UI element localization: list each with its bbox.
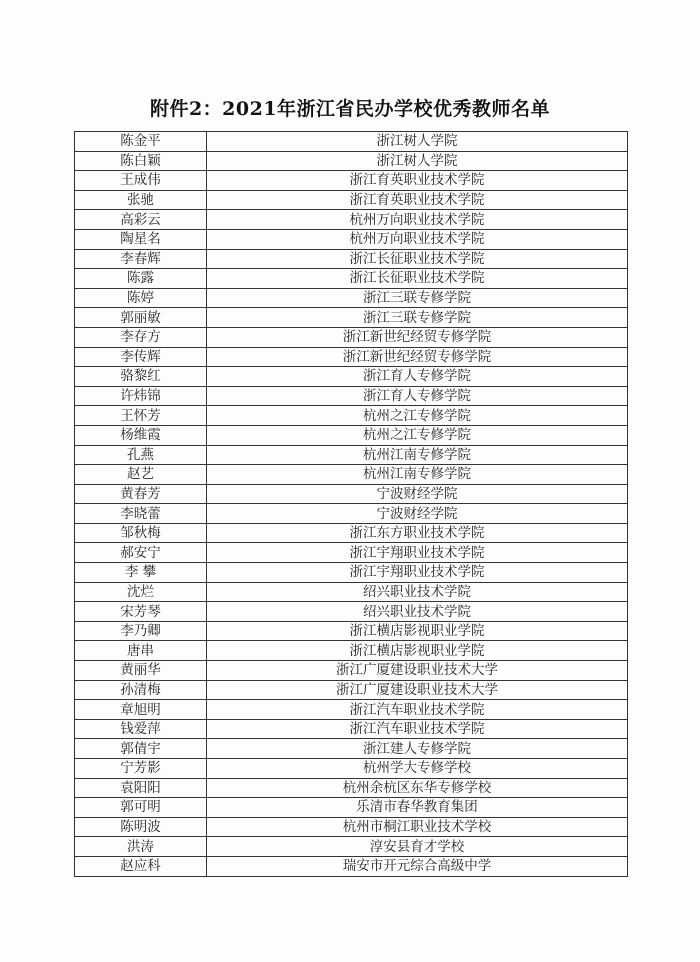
teacher-name-cell: 李 攀 (75, 563, 207, 583)
school-name-cell: 乐清市春华教育集团 (207, 798, 628, 818)
school-name-cell: 浙江树人学院 (207, 151, 628, 171)
school-name-cell: 宁波财经学院 (207, 484, 628, 504)
teacher-name-cell: 陈露 (75, 269, 207, 289)
teacher-name-cell: 李传辉 (75, 347, 207, 367)
school-name-cell: 杭州余杭区东华专修学校 (207, 778, 628, 798)
table-row (75, 856, 628, 876)
school-name-cell: 浙江新世纪经贸专修学院 (207, 347, 628, 367)
school-name-cell: 浙江宇翔职业技术学院 (207, 543, 628, 563)
teacher-name-cell: 王怀芳 (75, 406, 207, 426)
teacher-name-cell: 孙清梅 (75, 680, 207, 700)
teacher-name-cell: 郭可明 (75, 798, 207, 818)
table-row (75, 171, 628, 191)
teacher-name-cell: 沈烂 (75, 582, 207, 602)
teacher-name-cell: 陈明波 (75, 817, 207, 837)
teacher-name-cell: 郝安宁 (75, 543, 207, 563)
table-row (75, 523, 628, 543)
teacher-name-cell: 宋芳琴 (75, 602, 207, 622)
school-name-cell: 浙江广厦建设职业技术大学 (207, 680, 628, 700)
school-name-cell: 杭州学大专修学校 (207, 759, 628, 779)
teacher-name-cell: 张驰 (75, 190, 207, 210)
table-row (75, 406, 628, 426)
school-name-cell: 淳安县育才学校 (207, 837, 628, 857)
table-row (75, 759, 628, 779)
school-name-cell: 宁波财经学院 (207, 504, 628, 524)
school-name-cell: 杭州江南专修学院 (207, 465, 628, 485)
table-row (75, 465, 628, 485)
table-row (75, 661, 628, 681)
school-name-cell: 绍兴职业技术学院 (207, 582, 628, 602)
table-row (75, 190, 628, 210)
school-name-cell: 浙江横店影视职业学院 (207, 641, 628, 661)
teacher-name-cell: 洪涛 (75, 837, 207, 857)
document-title: 附件2：2021年浙江省民办学校优秀教师名单 (149, 98, 551, 120)
table-row (75, 621, 628, 641)
teacher-name-cell: 郭倩宇 (75, 739, 207, 759)
table-row (75, 543, 628, 563)
school-name-cell: 杭州之江专修学院 (207, 425, 628, 445)
teacher-name-cell: 黄春芳 (75, 484, 207, 504)
table-row (75, 700, 628, 720)
table-row (75, 249, 628, 269)
table-row (75, 837, 628, 857)
school-name-cell: 浙江宇翔职业技术学院 (207, 563, 628, 583)
school-name-cell: 杭州万向职业技术学院 (207, 210, 628, 230)
teacher-name-cell: 许炜锦 (75, 386, 207, 406)
teacher-name-cell: 孔燕 (75, 445, 207, 465)
table-row (75, 269, 628, 289)
table-row (75, 308, 628, 328)
table-row (75, 602, 628, 622)
table-row (75, 484, 628, 504)
teacher-name-cell: 袁阳阳 (75, 778, 207, 798)
school-name-cell: 浙江汽车职业技术学院 (207, 719, 628, 739)
teacher-name-cell: 李春辉 (75, 249, 207, 269)
school-name-cell: 杭州江南专修学院 (207, 445, 628, 465)
table-row (75, 641, 628, 661)
teacher-name-cell: 李晓蕾 (75, 504, 207, 524)
school-name-cell: 杭州万向职业技术学院 (207, 229, 628, 249)
table-row (75, 563, 628, 583)
school-name-cell: 浙江育人专修学院 (207, 386, 628, 406)
school-name-cell: 浙江建人专修学院 (207, 739, 628, 759)
table-row (75, 327, 628, 347)
table-row (75, 367, 628, 387)
table-row (75, 132, 628, 152)
table-row (75, 386, 628, 406)
school-name-cell: 浙江树人学院 (207, 132, 628, 152)
table-row (75, 425, 628, 445)
table-row (75, 445, 628, 465)
teacher-name-cell: 高彩云 (75, 210, 207, 230)
table-row (75, 739, 628, 759)
teacher-name-cell: 章旭明 (75, 700, 207, 720)
teacher-name-cell: 陈婷 (75, 288, 207, 308)
school-name-cell: 浙江育人专修学院 (207, 367, 628, 387)
teacher-name-cell: 黄丽华 (75, 661, 207, 681)
teacher-name-cell: 陶星名 (75, 229, 207, 249)
teacher-name-cell: 宁芳影 (75, 759, 207, 779)
school-name-cell: 浙江广厦建设职业技术大学 (207, 661, 628, 681)
table-row (75, 582, 628, 602)
school-name-cell: 浙江育英职业技术学院 (207, 171, 628, 191)
teacher-name-cell: 骆黎红 (75, 367, 207, 387)
teacher-name-cell: 邹秋梅 (75, 523, 207, 543)
school-name-cell: 浙江育英职业技术学院 (207, 190, 628, 210)
school-name-cell: 浙江新世纪经贸专修学院 (207, 327, 628, 347)
teacher-name-cell: 郭丽敏 (75, 308, 207, 328)
teacher-name-cell: 李存方 (75, 327, 207, 347)
school-name-cell: 浙江三联专修学院 (207, 308, 628, 328)
teacher-name-cell: 赵应科 (75, 856, 207, 876)
teacher-name-cell: 陈白颖 (75, 151, 207, 171)
table-row (75, 680, 628, 700)
table-row (75, 504, 628, 524)
table-row (75, 347, 628, 367)
roster-body (75, 132, 628, 877)
teacher-roster-table (74, 131, 628, 877)
teacher-name-cell: 赵艺 (75, 465, 207, 485)
school-name-cell: 浙江长征职业技术学院 (207, 249, 628, 269)
school-name-cell: 杭州之江专修学院 (207, 406, 628, 426)
teacher-name-cell: 王成伟 (75, 171, 207, 191)
table-row (75, 778, 628, 798)
school-name-cell: 浙江横店影视职业学院 (207, 621, 628, 641)
school-name-cell: 瑞安市开元综合高级中学 (207, 856, 628, 876)
teacher-name-cell: 唐串 (75, 641, 207, 661)
table-row (75, 719, 628, 739)
table-row (75, 817, 628, 837)
table-row (75, 151, 628, 171)
table-row (75, 798, 628, 818)
teacher-name-cell: 李乃卿 (75, 621, 207, 641)
teacher-name-cell: 陈金平 (75, 132, 207, 152)
school-name-cell: 浙江汽车职业技术学院 (207, 700, 628, 720)
table-row (75, 288, 628, 308)
school-name-cell: 绍兴职业技术学院 (207, 602, 628, 622)
school-name-cell: 浙江东方职业技术学院 (207, 523, 628, 543)
teacher-name-cell: 钱爱萍 (75, 719, 207, 739)
school-name-cell: 杭州市桐江职业技术学校 (207, 817, 628, 837)
school-name-cell: 浙江三联专修学院 (207, 288, 628, 308)
table-row (75, 210, 628, 230)
school-name-cell: 浙江长征职业技术学院 (207, 269, 628, 289)
table-row (75, 229, 628, 249)
teacher-name-cell: 杨维霞 (75, 425, 207, 445)
